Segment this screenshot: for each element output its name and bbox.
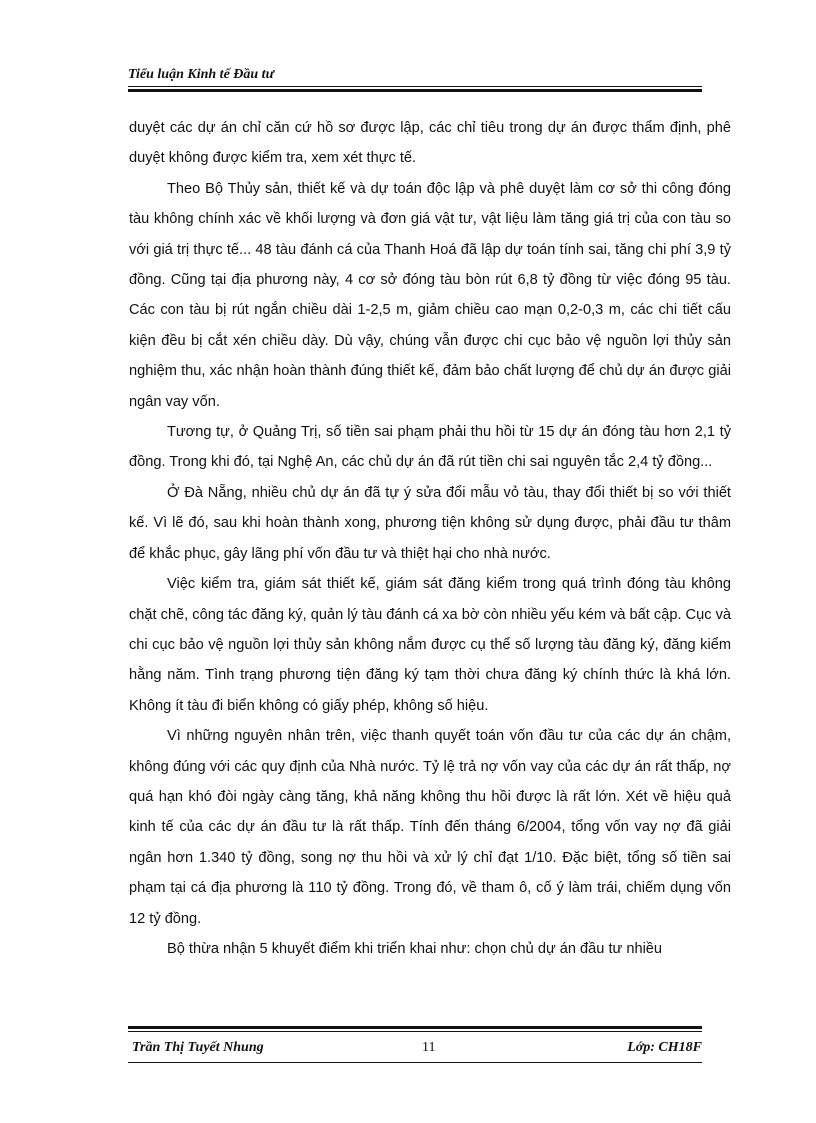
page-footer xyxy=(128,1026,702,1063)
footer-class-label: Lớp: CH18F xyxy=(627,1040,702,1055)
page-header xyxy=(128,66,702,92)
page-number: 11 xyxy=(422,1040,436,1055)
paragraph: Tương tự, ở Quảng Trị, số tiền sai phạm phải thu hồi từ 15 dự án đóng tàu hơn 2,1 tỷ đồng. Trong khi đó, tại Nghệ An, các chủ dự án đã rút tiền chi sai nguyên tắc 2,4 tỷ đồng... xyxy=(129,424,731,471)
paragraph: Theo Bộ Thủy sản, thiết kế và dự toán độc lập và phê duyệt làm cơ sở thi công đóng tàu không chính xác về khối lượng và đơn giá vật tư, vật liệu làm tăng giá trị của con tàu so với giá trị thực tế... 48 tàu đánh cá của Thanh Hoá đã lập dự toán tính sai, tăng chi phí 3,9 tỷ đồng. Cũng tại địa phương này, 4 cơ sở đóng tàu bòn rút 6,8 tỷ đồng từ việc đóng 95 tàu. Các con tàu bị rút ngắn chiều dài 1-2,5 m, giảm chiều cao mạn 0,2-0,3 m, các chi tiết cấu kiện đều bị cắt xén chiều dày. Dù vậy, chúng vẫn được chi cục bảo vệ nguồn lợi thủy sản nghiệm thu, xác nhận hoàn thành đúng thiết kế, đảm bảo chất lượng để chủ dự án được giải ngân vay vốn. xyxy=(129,180,731,410)
body-text xyxy=(129,113,731,964)
footer-rule-thick xyxy=(128,1026,702,1029)
footer-rule-thin xyxy=(128,1031,702,1032)
paragraph: Ở Đà Nẵng, nhiều chủ dự án đã tự ý sửa đổi mẫu vỏ tàu, thay đổi thiết bị so với thiết kế. Vì lẽ đó, sau khi hoàn thành xong, phương tiện không sử dụng được, phải đầu tư thâm để khắc phục, gây lãng phí vốn đầu tư và thiệt hại cho nhà nước. xyxy=(129,484,731,562)
paragraph-continued: duyệt các dự án chỉ căn cứ hồ sơ được lập, các chỉ tiêu trong dự án được thẩm định, phê duyệt không được kiểm tra, xem xét thực tế. xyxy=(129,120,731,167)
footer-rule-bottom xyxy=(128,1062,702,1063)
paragraph: Việc kiểm tra, giám sát thiết kế, giám sát đăng kiểm trong quá trình đóng tàu không chặt chẽ, công tác đăng ký, quản lý tàu đánh cá xa bờ còn nhiều yếu kém và bất cập. Cục và chi cục bảo vệ nguồn lợi thủy sản không nắm được cụ thể số lượng tàu đăng ký, đăng kiểm hằng năm. Tình trạng phương tiện đăng ký tạm thời chưa đăng ký chính thức là khá lớn. Không ít tàu đi biển không có giấy phép, không số hiệu. xyxy=(129,576,731,714)
header-rule-thin xyxy=(128,86,702,87)
paragraph-truncated: Bộ thừa nhận 5 khuyết điểm khi triển khai như: chọn chủ dự án đầu tư nhiều xyxy=(167,940,663,957)
footer-row xyxy=(128,1038,702,1060)
header-rule-thick xyxy=(128,89,702,92)
paragraph: Vì những nguyên nhân trên, việc thanh quyết toán vốn đầu tư của các dự án chậm, không đúng với các quy định của Nhà nước. Tỷ lệ trả nợ vốn vay của các dự án rất thấp, nợ quá hạn khó đòi ngày càng tăng, khả năng không thu hồi được là rất lớn. Xét về hiệu quả kinh tế của các dự án đầu tư là rất thấp. Tính đến tháng 6/2004, tổng vốn vay nợ đã giải ngân hơn 1.340 tỷ đồng, song nợ thu hồi và xử lý chỉ đạt 1/10. Đặc biệt, tổng số tiền sai phạm tại cá địa phương là 110 tỷ đồng. Trong đó, về tham ô, cố ý làm trái, chiếm dụng vốn 12 tỷ đồng. xyxy=(129,728,731,927)
header-title: Tiểu luận Kinh tế Đầu tư xyxy=(128,67,274,82)
footer-author: Trần Thị Tuyết Nhung xyxy=(132,1040,264,1055)
